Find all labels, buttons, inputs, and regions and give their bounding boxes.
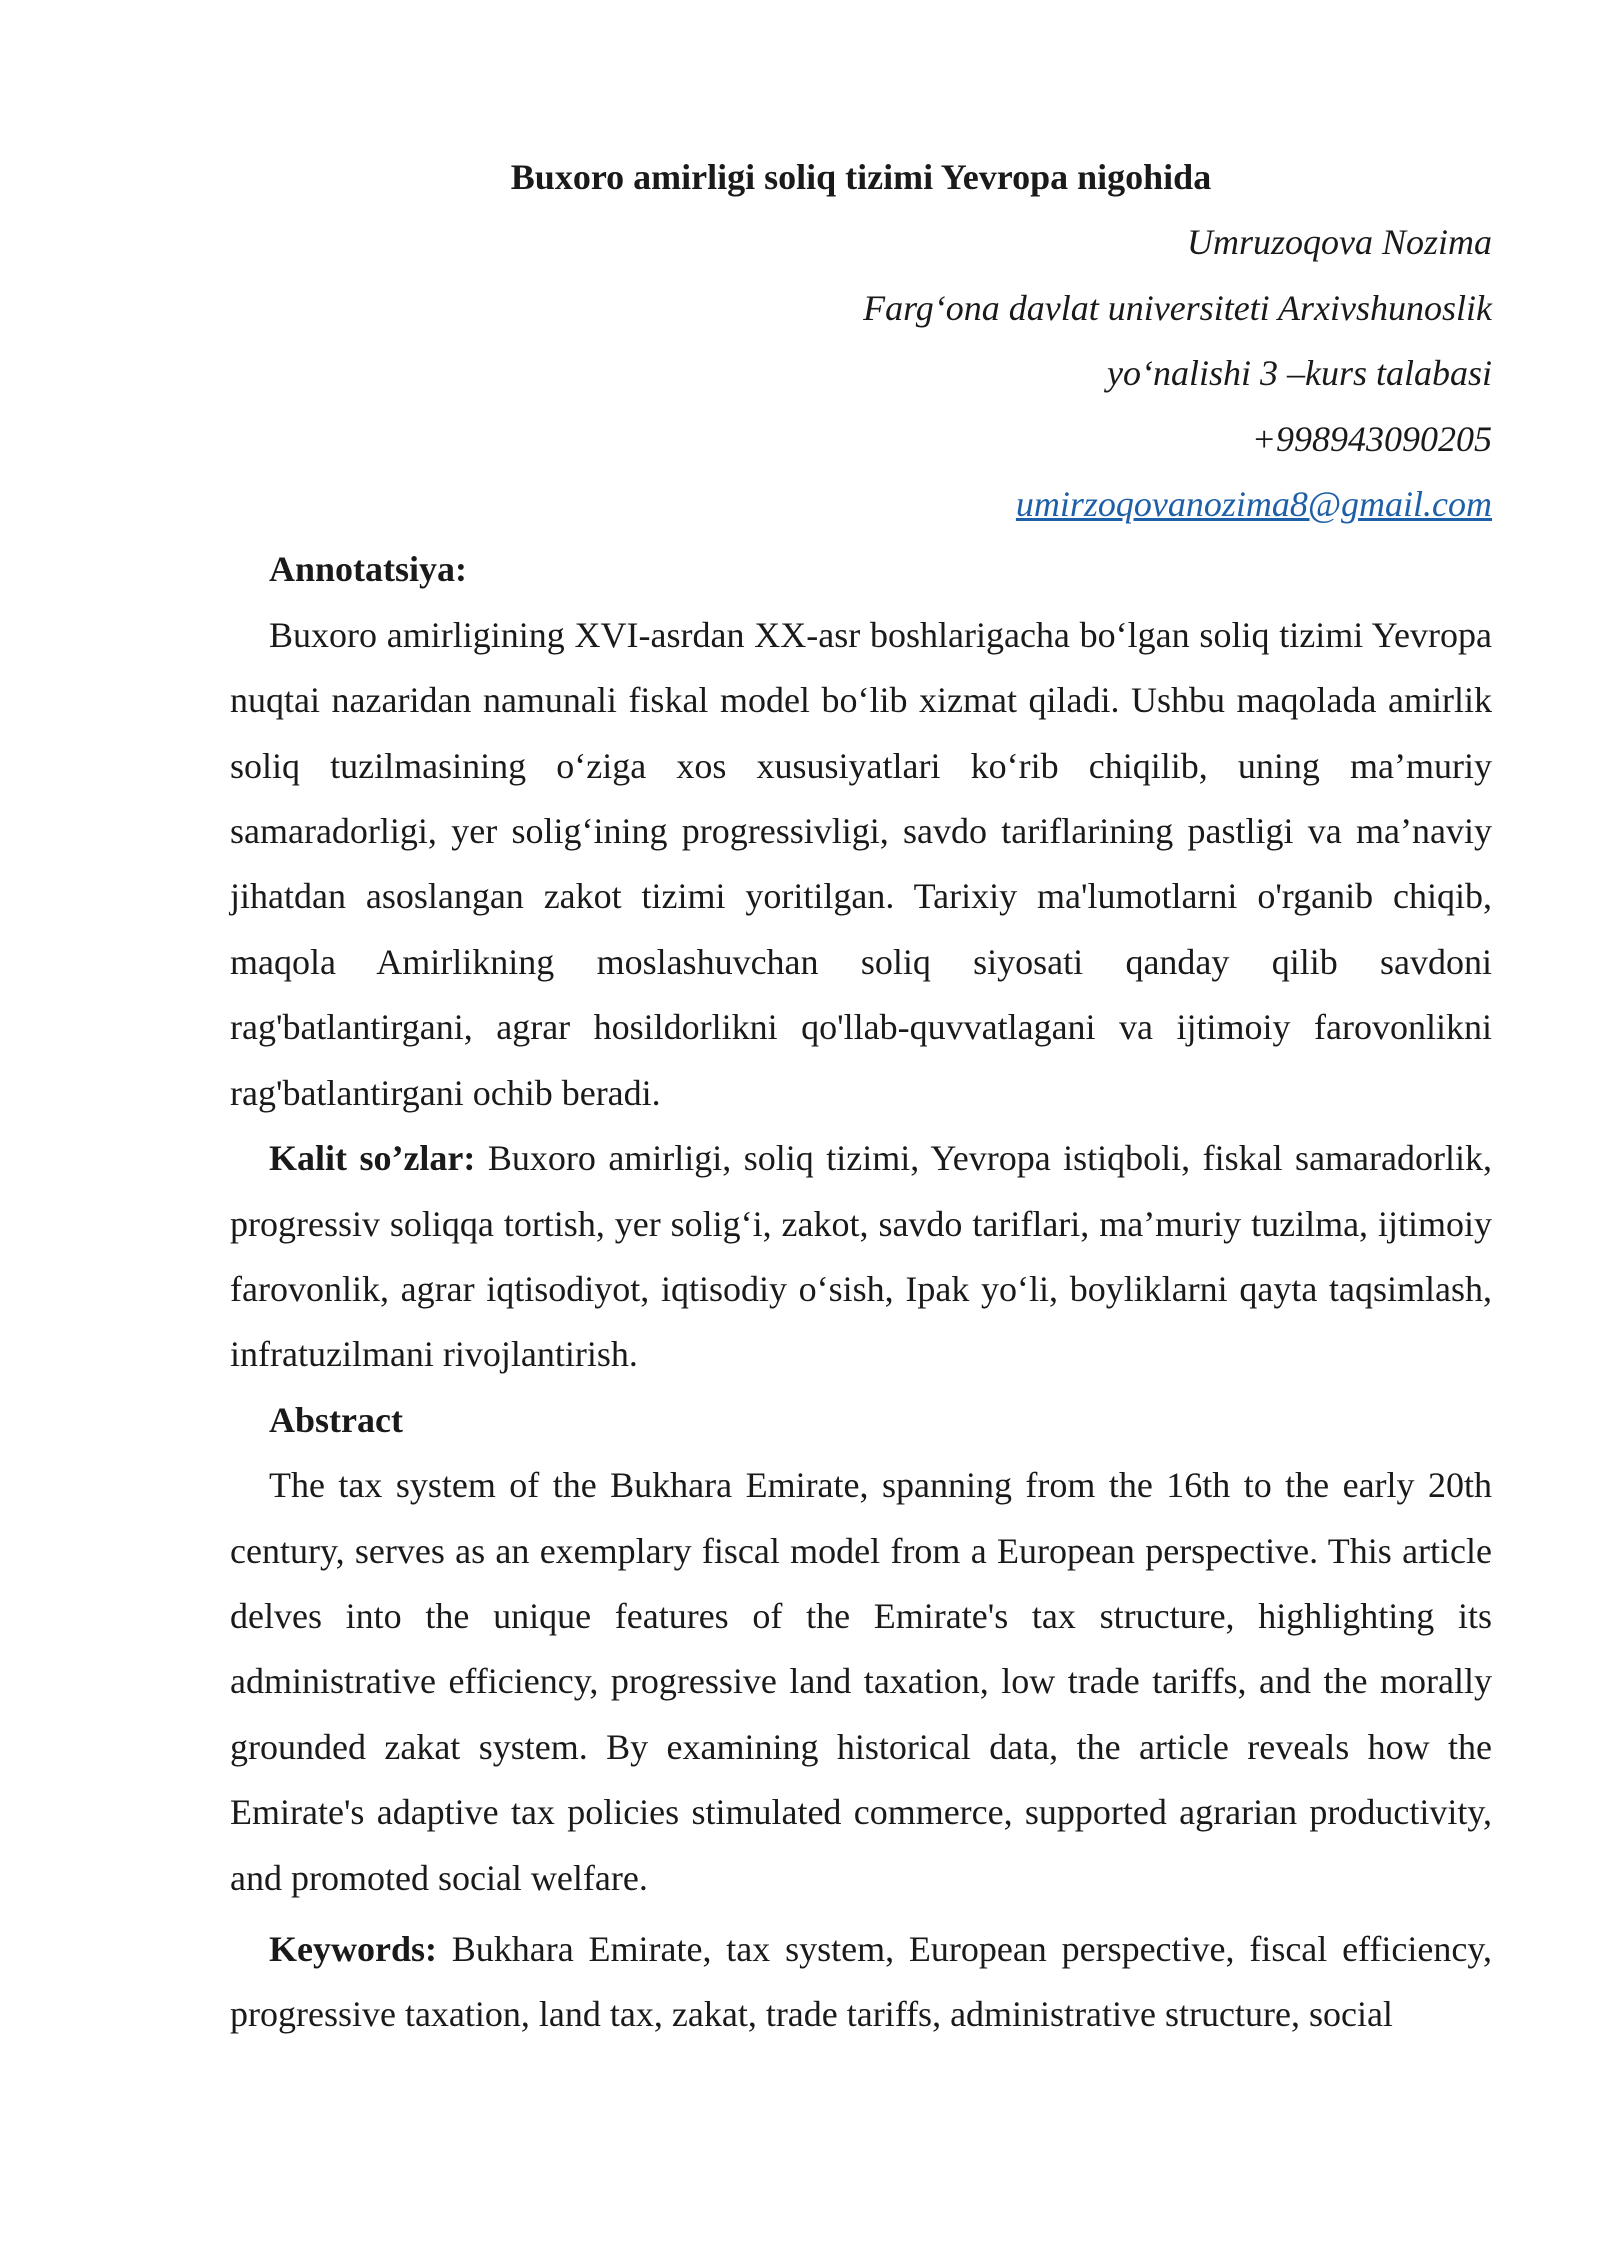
- kalit-sozlar-label: Kalit so’zlar:: [269, 1138, 476, 1179]
- abstract-heading: Abstract: [269, 1399, 403, 1440]
- author-email-link[interactable]: umirzoqovanozima8@gmail.com: [1015, 484, 1492, 525]
- author-name: Umruzoqova Nozima: [1186, 222, 1492, 263]
- kalit-sozlar-text: Buxoro amirligi, soliq tizimi, Yevropa istiqboli, fiskal samaradorlik, progressiv soliqqa tortish, yer solig‘i, zakot, savdo tariflari, ma’muriy tuzilma, ijtimoiy farovonlik, agrar iqtisodiyot, iqtisodiy o‘sish, Ipak yo‘li, boyliklarni qayta taqsimlash, infratuzilmani rivojlantirish.: [230, 1138, 1492, 1375]
- kalit-sozlar-paragraph: [230, 1126, 1492, 1388]
- keywords-text: Bukhara Emirate, tax system, European perspective, fiscal efficiency, progressive taxation, land tax, zakat, trade tariffs, administrative structure, social: [230, 1928, 1492, 2035]
- keywords-paragraph: [230, 1917, 1492, 2048]
- abstract-text: The tax system of the Bukhara Emirate, spanning from the 16th to the early 20th century, serves as an exemplary fiscal model from a European perspective. This article delves into the unique features of the Emirate's tax structure, highlighting its administrative efficiency, progressive land taxation, low trade tariffs, and the morally grounded zakat system. By examining historical data, the article reveals how the Emirate's adaptive tax policies stimulated commerce, supported agrarian productivity, and promoted social welfare.: [230, 1465, 1492, 1898]
- annotatsiya-heading: Annotatsiya:: [269, 549, 468, 590]
- author-affiliation-line2: yo‘nalishi 3 –kurs talabasi: [1107, 353, 1492, 394]
- annotatsiya-text: Buxoro amirligining XVI-asrdan XX-asr boshlarigacha bo‘lgan soliq tizimi Yevropa nuqtai nazaridan namunali fiskal model bo‘lib xizmat qiladi. Ushbu maqolada amirlik soliq tuzilmasining o‘ziga xos xususiyatlari ko‘rib chiqilib, uning ma’muriy samaradorligi, yer solig‘ining progressivligi, savdo tariflarining pastligi va ma’naviy jihatdan asoslangan zakot tizimi yoritilgan. Tarixiy ma'lumotlarni o'rganib chiqib, maqola Amirlikning moslashuvchan soliq siyosati qanday qilib savdoni rag'batlantirgani, agrar hosildorlikni qo'llab-quvvatlagani va ijtimoiy farovonlikni rag'batlantirgani ochib beradi.: [230, 614, 1492, 1113]
- article-title: Buxoro amirligi soliq tizimi Yevropa nigohida: [510, 157, 1212, 197]
- document-page: [230, 145, 1492, 2048]
- author-phone: +998943090205: [1251, 418, 1492, 459]
- author-email-line: [230, 472, 1492, 537]
- author-affiliation-line1: Farg‘ona davlat universiteti Arxivshunoslik: [863, 287, 1492, 328]
- keywords-label: Keywords:: [269, 1928, 437, 1969]
